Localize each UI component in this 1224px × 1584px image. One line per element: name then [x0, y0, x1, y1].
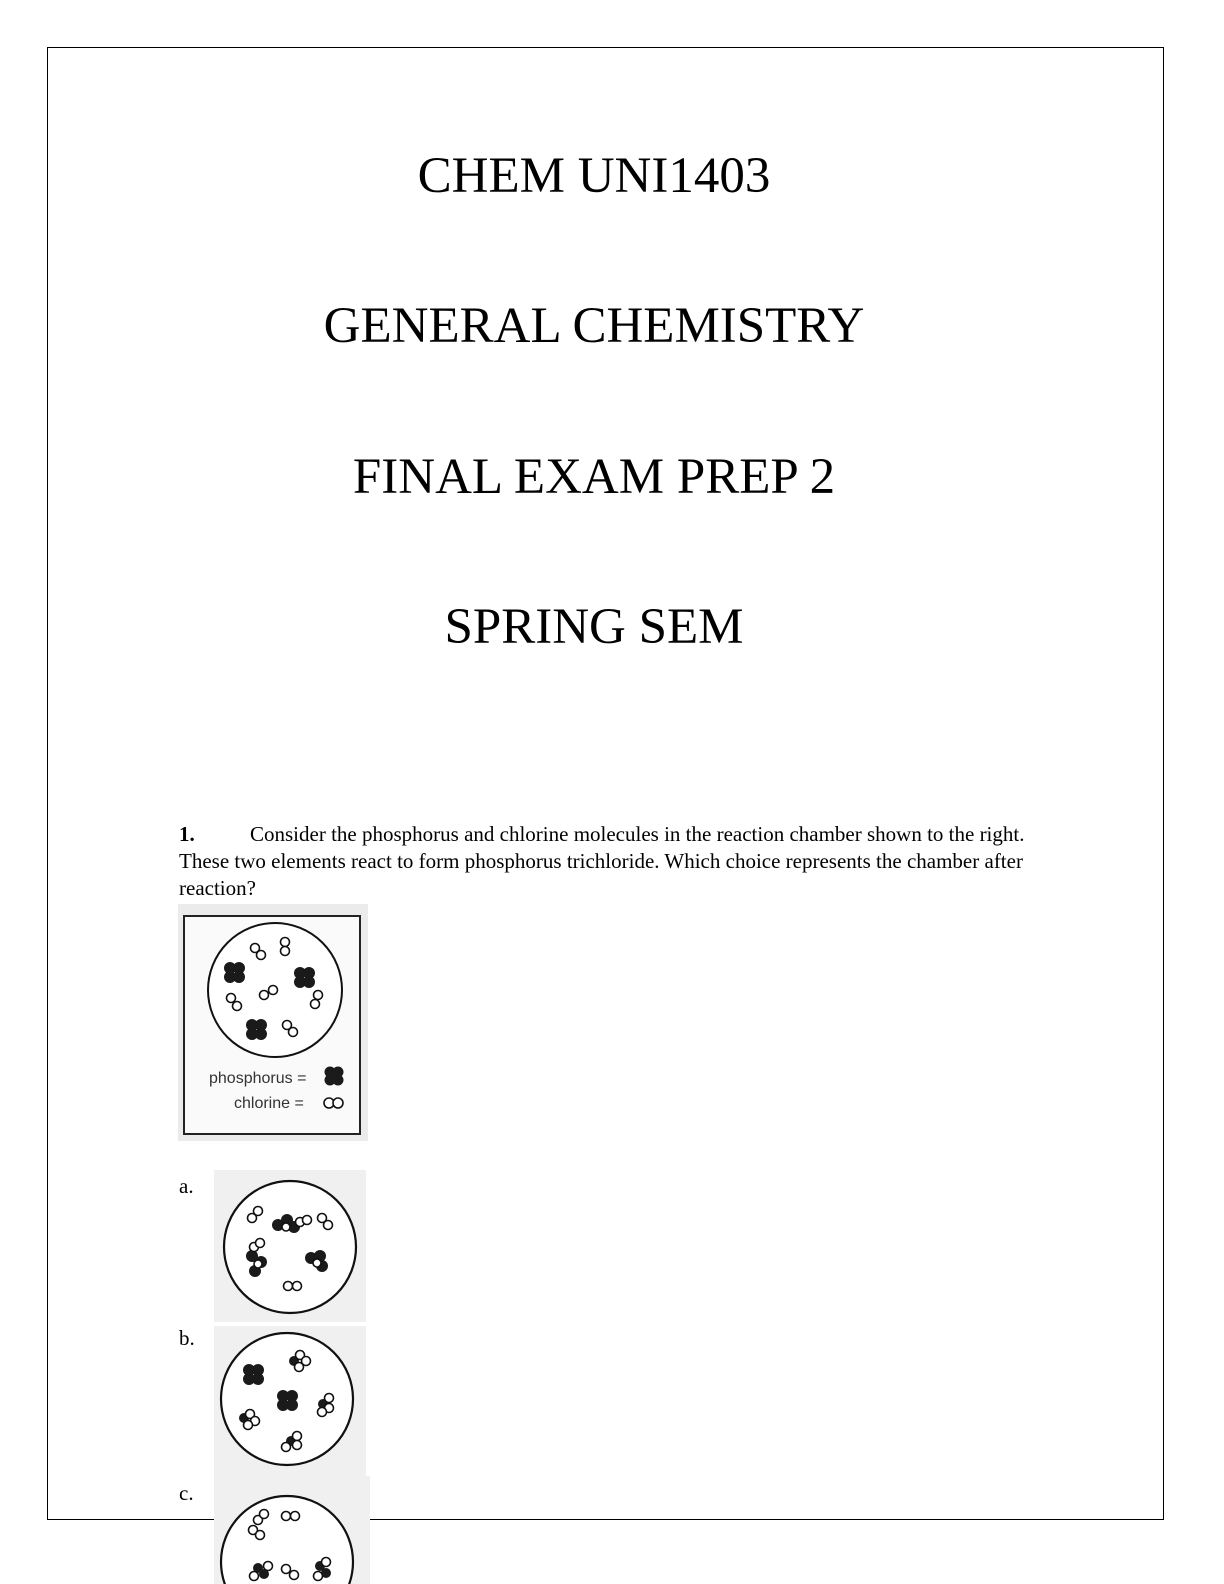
course-code-title: CHEM UNI1403 [417, 148, 771, 204]
option-b-chamber[interactable] [214, 1326, 366, 1476]
option-a-label[interactable]: a. [179, 1174, 194, 1198]
question-1 [179, 821, 1029, 902]
option-a-chamber[interactable] [214, 1170, 366, 1322]
legend-chlorine-icon [324, 1098, 343, 1108]
legend-phosphorus-label: phosphorus = [209, 1070, 307, 1087]
reaction-chamber-drawing [178, 904, 368, 1141]
option-b-label[interactable]: b. [179, 1326, 195, 1350]
exam-title: FINAL EXAM PREP 2 [352, 449, 836, 505]
course-name-title: GENERAL CHEMISTRY [323, 298, 865, 354]
semester-title: SPRING SEM [444, 599, 744, 655]
question-text: Consider the phosphorus and chlorine molecules in the reaction chamber shown to the right. These two elements react to form phosphorus trichloride. Which choice represents the chamber after reaction? [179, 822, 1025, 900]
legend-chlorine-label: chlorine = [234, 1095, 304, 1112]
reaction-chamber-figure [178, 904, 368, 1141]
question-number: 1. [179, 822, 195, 846]
option-c-chamber[interactable] [214, 1476, 370, 1584]
option-c-label[interactable]: c. [179, 1481, 194, 1505]
